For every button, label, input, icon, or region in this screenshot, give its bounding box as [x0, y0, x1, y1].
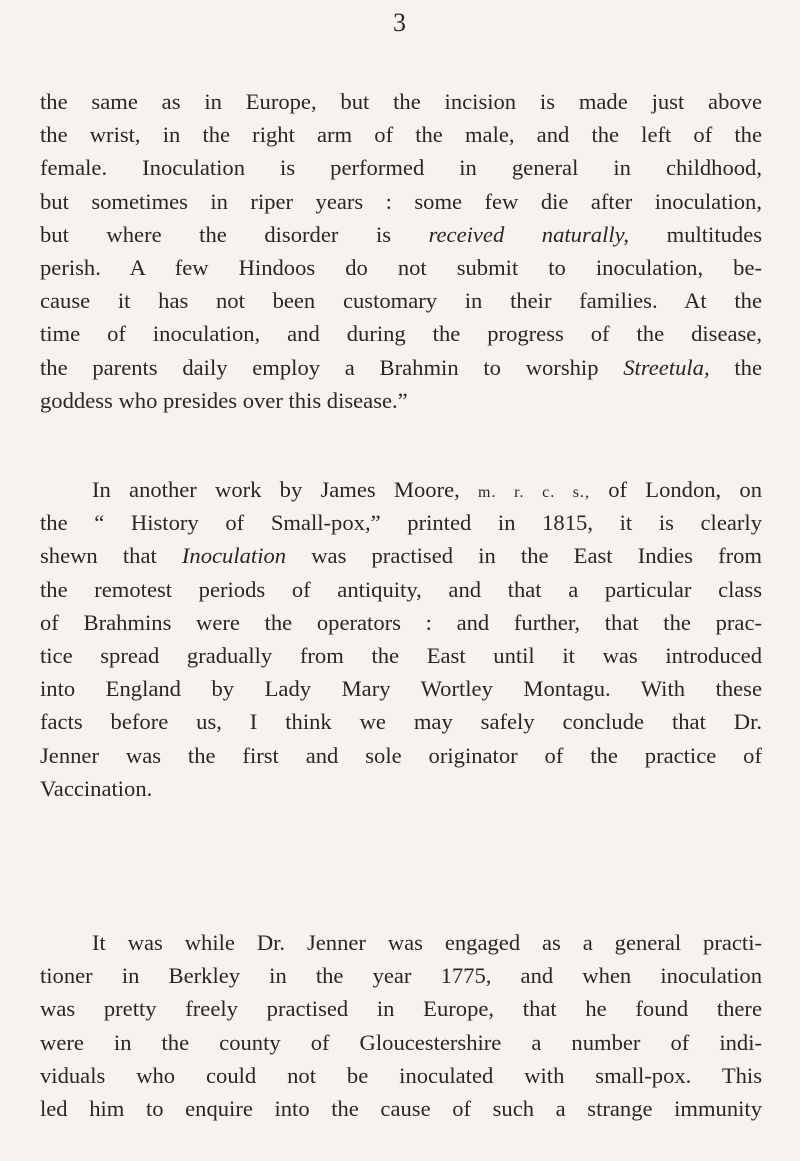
text-line: the wrist, in the right arm of the male, and the left of the — [40, 122, 762, 148]
text-line: Vaccination. — [40, 775, 153, 801]
text-line: into England by Lady Mary Wortley Montagu. With these — [40, 676, 762, 702]
text-run: the — [709, 354, 762, 380]
text-run: In another work by James Moore, — [92, 477, 479, 502]
text-line: goddess who presides over this disease.” — [40, 387, 408, 413]
italic-phrase: received naturally, — [428, 221, 630, 247]
text-run: multitudes — [629, 221, 763, 247]
text-line: time of inoculation, and during the progress of the disease, — [40, 321, 762, 347]
small-caps-credential: m. r. c. s., — [478, 484, 590, 501]
text-line: led him to enquire into the cause of such a strange immunity — [40, 1095, 762, 1121]
text-line: the remotest periods of antiquity, and that a particular class — [40, 576, 762, 602]
text-line: Jenner was the first and sole originator of the practice of — [40, 742, 762, 768]
text-run: but where the disorder is — [40, 221, 429, 247]
text-line — [40, 218, 762, 251]
text-line: were in the county of Gloucestershire a number of indi- — [40, 1029, 762, 1055]
text-line: facts before us, I think we may safely conclude that Dr. — [40, 709, 762, 735]
text-line — [40, 351, 762, 384]
paragraph-3 — [40, 926, 762, 1125]
paragraph-1 — [40, 85, 762, 417]
text-line: perish. A few Hindoos do not submit to inoculation, be- — [40, 254, 762, 280]
text-line: was pretty freely practised in Europe, that he found there — [40, 996, 762, 1022]
text-run: was practised in the East Indies from — [286, 543, 762, 569]
page-number: 3 — [393, 8, 407, 37]
text-line: viduals who could not be inoculated with small-pox. This — [40, 1062, 762, 1088]
paragraph-2 — [40, 473, 762, 805]
text-line — [40, 539, 762, 572]
text-run: the parents daily employ a Brahmin to worship — [40, 354, 624, 380]
text-line: but sometimes in riper years : some few die after inoculation, — [40, 188, 762, 214]
text-line: It was while Dr. Jenner was engaged as a general practi- — [92, 930, 762, 955]
text-run: shewn that — [40, 543, 182, 569]
text-line: tioner in Berkley in the year 1775, and when inoculation — [40, 963, 762, 989]
text-line: the “ History of Small-pox,” printed in 1815, it is clearly — [40, 510, 762, 536]
text-run: of London, on — [590, 477, 763, 502]
text-line: of Brahmins were the operators : and further, that the prac- — [40, 609, 762, 635]
text-line: tice spread gradually from the East until it was introduced — [40, 642, 762, 668]
text-line: the same as in Europe, but the incision is made just above — [40, 89, 762, 114]
text-line: cause it has not been customary in their families. At the — [40, 288, 762, 314]
text-line — [40, 473, 762, 506]
text-line: female. Inoculation is performed in general in childhood, — [40, 155, 762, 181]
italic-phrase: Inoculation — [181, 543, 287, 569]
italic-phrase: Streetula, — [623, 354, 710, 380]
